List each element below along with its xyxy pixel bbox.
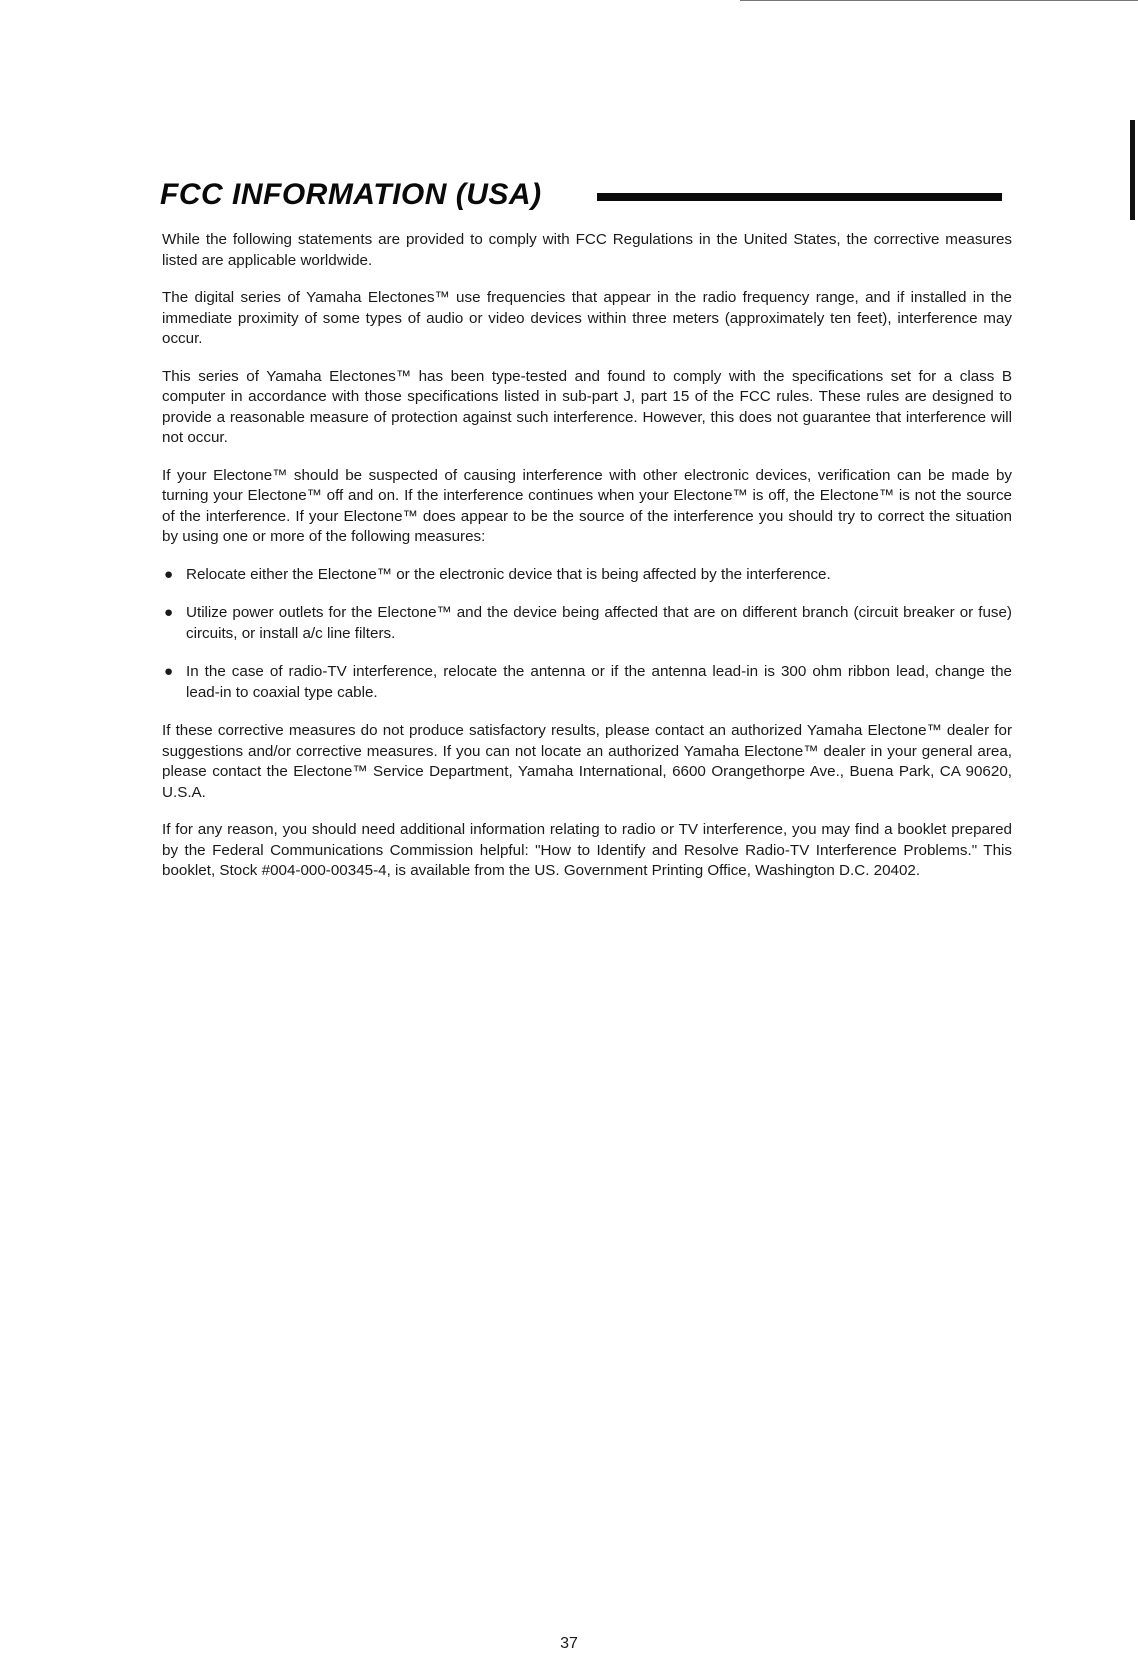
paragraph-type-tested: This series of Yamaha Electones™ has been type-tested and found to comply with the specifications set for a class B computer in accordance with those specifications listed in sub-part J, part 15 of the FCC rules. These rules are designed to provide a reasonable measure of protection against such interference. However, this does not guarantee that interference will not occur. xyxy=(162,367,1012,446)
bullet-icon: ● xyxy=(164,663,174,680)
list-item xyxy=(162,662,1012,703)
document-body xyxy=(162,230,1012,899)
page-edge-mark xyxy=(1130,120,1135,220)
title-row xyxy=(160,178,1002,212)
list-item-text: In the case of radio-TV interference, relocate the antenna or if the antenna lead-in is 300 ohm ribbon lead, change the lead-in to coaxial type cable. xyxy=(186,663,1012,701)
page-title: FCC INFORMATION (USA) xyxy=(160,178,542,211)
list-item xyxy=(162,603,1012,644)
paragraph-fcc-booklet: If for any reason, you should need additional information relating to radio or TV interference, you may find a booklet prepared by the Federal Communications Commission helpful: "How to Identify and Resolve Radio-TV Interference Problems." This booklet, Stock #004-000-00345-4, is available from the US. Government Printing Office, Washington D.C. 20402. xyxy=(162,821,1012,879)
top-edge-rule xyxy=(740,0,1138,1)
paragraph-verification: If your Electone™ should be suspected of causing interference with other electronic devices, verification can be made by turning your Electone™ off and on. If the interference continues when your Electone™ is off, the Electone™ is not the source of the interference. If your Electone™ does appear to be the source of the interference you should try to correct the situation by using one or more of the following measures: xyxy=(162,466,1012,545)
bullet-icon: ● xyxy=(164,604,174,621)
bullet-icon: ● xyxy=(164,565,174,583)
paragraph-intro: While the following statements are provided to comply with FCC Regulations in the United States, the corrective measures listed are applicable worldwide. xyxy=(162,231,1012,269)
measures-list xyxy=(162,565,1012,704)
page-number: 37 xyxy=(560,1635,578,1652)
list-item-text: Relocate either the Electone™ or the electronic device that is being affected by the interference. xyxy=(186,565,831,583)
paragraph-frequencies: The digital series of Yamaha Electones™ use frequencies that appear in the radio frequency range, and if installed in the immediate proximity of some types of audio or video devices within three meters (approximately ten feet), interference may occur. xyxy=(162,289,1012,347)
paragraph-contact-dealer: If these corrective measures do not produce satisfactory results, please contact an authorized Yamaha Electone™ dealer for suggestions and/or corrective measures. If you can not locate an authorized Yamaha Electone™ dealer in your general area, please contact the Electone™ Service Department, Yamaha International, 6600 Orangethorpe Ave., Buena Park, CA 90620, U.S.A. xyxy=(162,722,1012,801)
list-item xyxy=(162,565,1012,586)
title-rule-bar xyxy=(597,193,1002,201)
list-item-text: Utilize power outlets for the Electone™ and the device being affected that are on different branch (circuit breaker or fuse) circuits, or install a/c line filters. xyxy=(186,604,1012,642)
